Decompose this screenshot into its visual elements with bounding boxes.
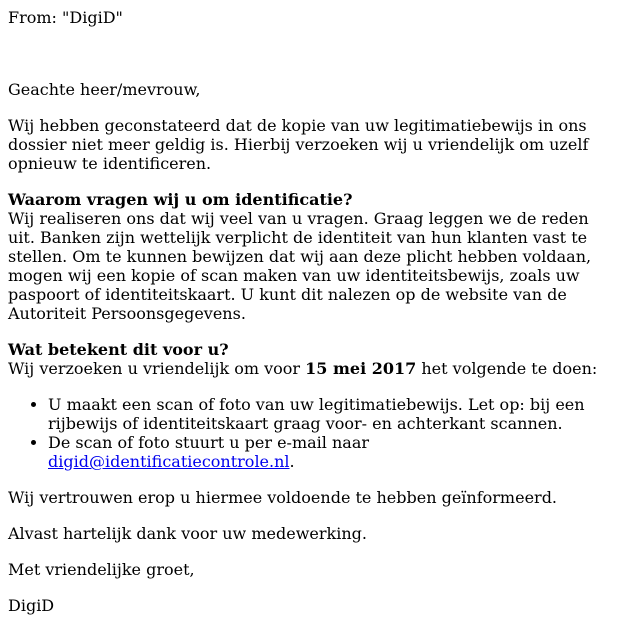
- closing-line: Met vriendelijke groet,: [8, 560, 195, 579]
- trust-paragraph: Wij vertrouwen erop u hiermee voldoende te hebben geïnformeerd.: [8, 488, 558, 507]
- from-header: From: "DigiD": [8, 8, 123, 27]
- step-2-text: De scan of foto stuurt u per e-mail naar: [48, 433, 370, 452]
- step-1-text: U maakt een scan of foto van uw legitimatiebewijs. Let op: bij een rijbewijs of identiteitskaart graag voor- en achterkant scannen.: [48, 395, 585, 433]
- list-item: [48, 395, 612, 433]
- section-why: [8, 190, 612, 323]
- greeting: Geachte heer/mevrouw,: [8, 80, 201, 99]
- deadline-date: 15 mei 2017: [305, 359, 417, 378]
- list-item: [48, 433, 612, 471]
- request-text-after: het volgende te doen:: [416, 359, 598, 378]
- header-spacer: [8, 27, 612, 80]
- intro-paragraph: Wij hebben geconstateerd dat de kopie van uw legitimatiebewijs in ons dossier niet meer geldig is. Hierbij verzoeken wij u vriendelijk om uzelf opnieuw te identificeren.: [8, 116, 589, 173]
- section-why-heading: Waarom vragen wij u om identificatie?: [8, 190, 353, 209]
- signature: DigiD: [8, 596, 55, 615]
- email-address-link[interactable]: digid@identificatiecontrole.nl: [48, 452, 290, 471]
- section-what-heading: Wat betekent dit voor u?: [8, 340, 229, 359]
- section-why-body: Wij realiseren ons dat wij veel van u vragen. Graag leggen we de reden uit. Banken zijn wettelijk verplicht de identiteit van hun klanten vast te stellen. Om te kunnen bewijzen dat wij aan deze plicht hebben voldaan, mogen wij een kopie of scan maken van uw identiteitsbewijs, zoals uw paspoort of identiteitskaart. U kunt dit nalezen op de website van de Autoriteit Persoonsgegevens.: [8, 209, 592, 323]
- steps-list: [8, 395, 612, 471]
- step-2-suffix: .: [289, 452, 295, 471]
- thanks-paragraph: Alvast hartelijk dank voor uw medewerking.: [8, 524, 367, 543]
- request-text-before: Wij verzoeken u vriendelijk om voor: [8, 359, 306, 378]
- section-what: [8, 340, 612, 378]
